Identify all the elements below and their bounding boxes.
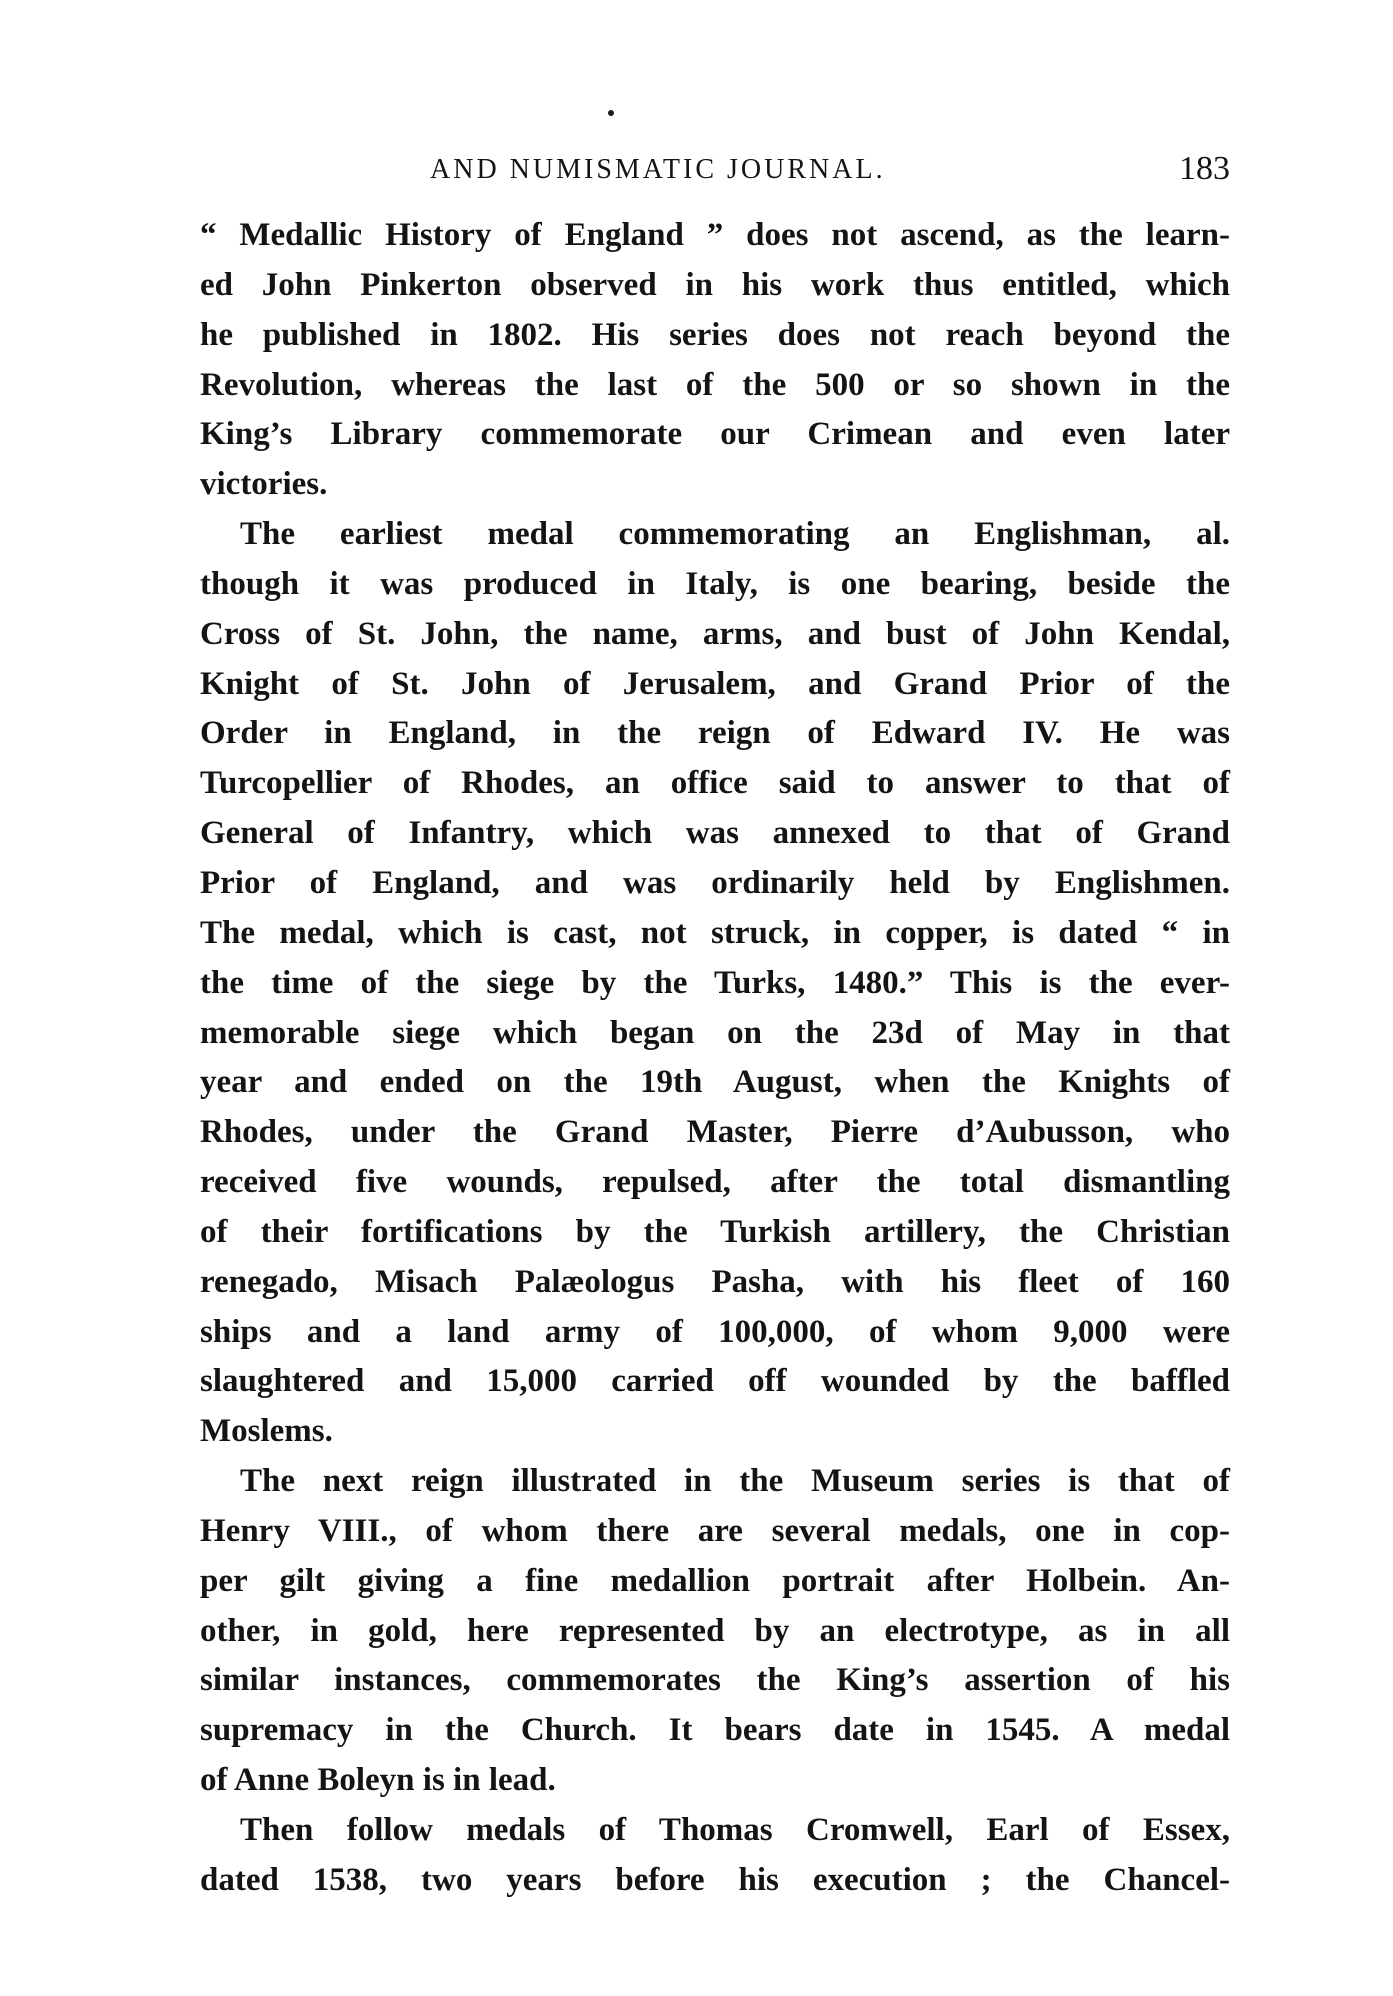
text-line: The next reign illustrated in the Museum series is that of (240, 1463, 1230, 1500)
text-line: The earliest medal commemorating an Englishman, al. (240, 516, 1230, 553)
text-line: other, in gold, here represented by an electrotype, as in all (200, 1612, 1230, 1649)
text-line: slaughtered and 15,000 carried off wounded by the baffled (200, 1363, 1230, 1400)
text-line: victories. (200, 466, 328, 503)
page-number: 183 (1179, 150, 1230, 187)
text-line: supremacy in the Church. It bears date in 1545. A medal (200, 1712, 1230, 1749)
text-line: King’s Library commemorate our Crimean and even later (200, 416, 1230, 453)
text-line: ed John Pinkerton observed in his work thus entitled, which (200, 266, 1230, 303)
text-line: though it was produced in Italy, is one bearing, beside the (200, 565, 1230, 602)
text-line: ships and a land army of 100,000, of whom 9,000 were (200, 1313, 1230, 1350)
text-line: of Anne Boleyn is in lead. (200, 1762, 556, 1799)
running-title: AND NUMISMATIC JOURNAL. (430, 154, 886, 185)
text-line: the time of the siege by the Turks, 1480.” This is the ever- (200, 964, 1230, 1001)
text-line: “ Medallic History of England ” does not ascend, as the learn- (200, 217, 1230, 253)
text-line: of their fortifications by the Turkish artillery, the Christian (200, 1213, 1230, 1250)
text-line: Henry VIII., of whom there are several medals, one in cop- (200, 1512, 1230, 1549)
text-line: received five wounds, repulsed, after the total dismantling (200, 1164, 1230, 1201)
text-line: similar instances, commemorates the King’s assertion of his (200, 1662, 1230, 1699)
text-line: Cross of St. John, the name, arms, and bust of John Kendal, (200, 615, 1230, 652)
ink-speck (608, 110, 614, 116)
text-line: he published in 1802. His series does not reach beyond the (200, 316, 1230, 353)
text-line: Then follow medals of Thomas Cromwell, Earl of Essex, (240, 1812, 1230, 1848)
text-line: Revolution, whereas the last of the 500 or so shown in the (200, 366, 1230, 403)
text-line: Moslems. (200, 1413, 333, 1450)
text-line: Rhodes, under the Grand Master, Pierre d’Aubusson, who (200, 1114, 1230, 1151)
text-line: The medal, which is cast, not struck, in copper, is dated “ in (200, 914, 1230, 951)
text-line: dated 1538, two years before his execution ; the Chancel- (200, 1861, 1230, 1898)
text-line: per gilt giving a fine medallion portrait after Holbein. An- (200, 1562, 1230, 1599)
text-line: Turcopellier of Rhodes, an office said to answer to that of (200, 765, 1230, 802)
body-text (200, 211, 1230, 1906)
text-line: memorable siege which began on the 23d of May in that (200, 1014, 1230, 1051)
text-line: Prior of England, and was ordinarily held by Englishmen. (200, 864, 1230, 901)
running-head (200, 150, 1230, 190)
text-line: Knight of St. John of Jerusalem, and Grand Prior of the (200, 665, 1230, 702)
text-line: General of Infantry, which was annexed to that of Grand (200, 815, 1230, 852)
text-line: renegado, Misach Palæologus Pasha, with his fleet of 160 (200, 1263, 1230, 1300)
text-line: year and ended on the 19th August, when the Knights of (200, 1064, 1230, 1101)
text-line: Order in England, in the reign of Edward IV. He was (200, 715, 1230, 752)
